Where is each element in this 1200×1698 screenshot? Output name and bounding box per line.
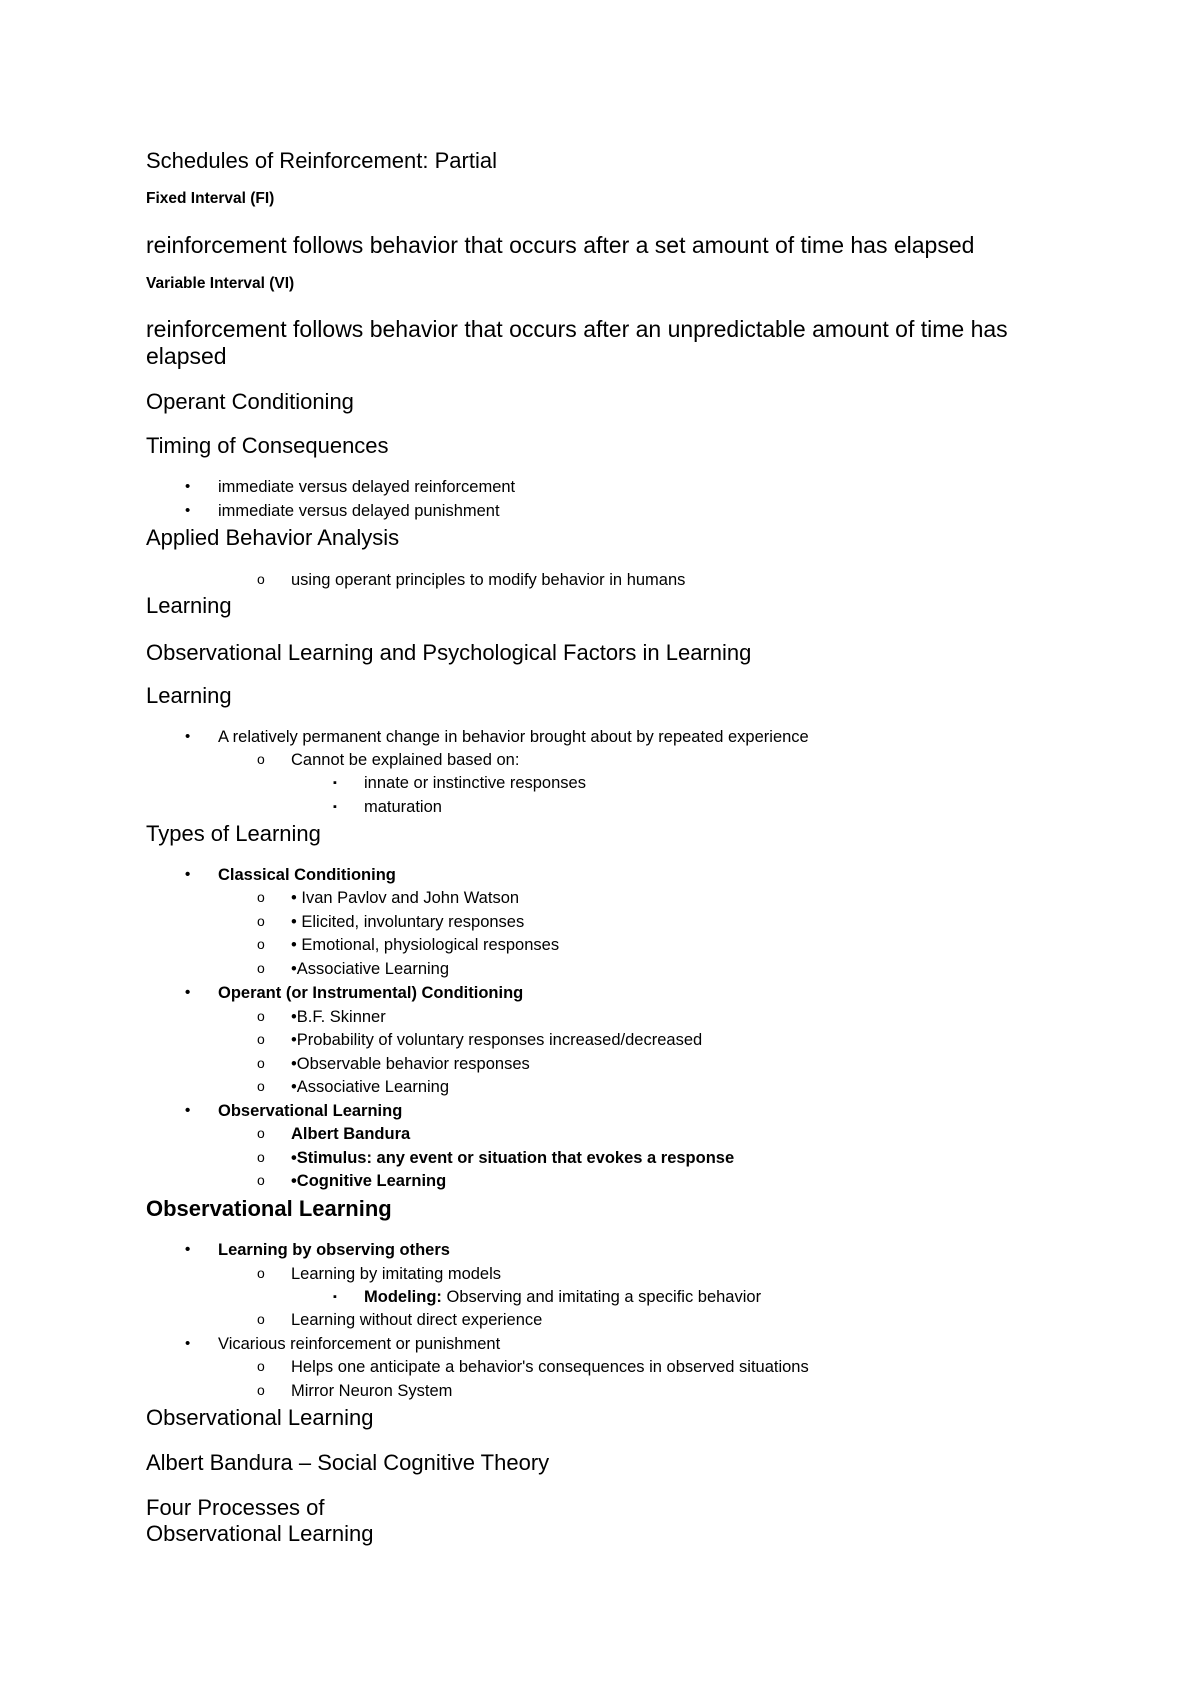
circle-marker: o <box>257 936 265 952</box>
list-item <box>257 1149 735 1168</box>
list-item <box>185 478 516 497</box>
four-processes-line2: Observational Learning <box>146 1521 374 1546</box>
circle-marker: o <box>257 1031 265 1047</box>
list-item <box>333 774 586 793</box>
list-item <box>185 1335 501 1354</box>
list-item-text: •Stimulus: any event or situation that evokes a response <box>291 1149 735 1167</box>
modeling-text: Observing and imitating a specific behavior <box>441 1288 762 1306</box>
circle-marker: o <box>257 1149 265 1165</box>
list-item-text: • Elicited, involuntary responses <box>291 913 525 931</box>
list-item <box>257 1358 809 1377</box>
circle-marker: o <box>257 1311 265 1327</box>
list-item-text: •Observable behavior responses <box>291 1055 530 1073</box>
list-item <box>257 1125 411 1144</box>
learning-definition-heading: Learning <box>146 683 232 708</box>
list-item <box>257 1031 703 1050</box>
bullet-marker: • <box>185 984 191 1001</box>
bullet-marker: • <box>185 1102 191 1119</box>
list-item <box>257 1055 530 1074</box>
learning-heading: Learning <box>146 593 232 618</box>
list-item-text: Learning by observing others <box>218 1241 450 1259</box>
modeling-label: Modeling: <box>364 1288 442 1306</box>
bullet-marker: • <box>185 728 191 745</box>
list-item-text: •Cognitive Learning <box>291 1172 447 1190</box>
list-item-text: Cannot be explained based on: <box>291 751 520 769</box>
circle-marker: o <box>257 751 265 767</box>
square-marker: ▪ <box>333 777 337 789</box>
list-item-text: Mirror Neuron System <box>291 1382 453 1400</box>
list-item-text: A relatively permanent change in behavior brought about by repeated experience <box>218 728 809 746</box>
list-item <box>257 1008 386 1027</box>
list-item <box>185 728 809 747</box>
observational-factors-heading: Observational Learning and Psychological Factors in Learning <box>146 640 752 665</box>
fixed-interval-text: reinforcement follows behavior that occurs after a set amount of time has elapsed <box>146 232 975 258</box>
list-item <box>185 984 524 1003</box>
list-item <box>257 936 560 955</box>
bullet-marker: • <box>185 1241 191 1258</box>
circle-marker: o <box>257 913 265 929</box>
list-item <box>333 1288 762 1307</box>
list-item-text: immediate versus delayed punishment <box>218 502 500 520</box>
types-of-learning-heading: Types of Learning <box>146 821 321 846</box>
list-item <box>257 1172 447 1191</box>
list-item-text: using operant principles to modify behavior in humans <box>291 571 686 589</box>
circle-marker: o <box>257 1125 265 1141</box>
bullet-marker: • <box>185 1335 191 1352</box>
list-item-text: •Probability of voluntary responses increased/decreased <box>291 1031 703 1049</box>
list-item <box>257 889 520 908</box>
list-item-text: Vicarious reinforcement or punishment <box>218 1335 501 1353</box>
circle-marker: o <box>257 571 265 587</box>
observational-learning-heading-2: Observational Learning <box>146 1405 374 1430</box>
timing-of-consequences-heading: Timing of Consequences <box>146 433 389 458</box>
list-item-text: Observational Learning <box>218 1102 403 1120</box>
list-item <box>257 1382 453 1401</box>
list-item-text: Operant (or Instrumental) Conditioning <box>218 984 524 1002</box>
list-item-text: •Associative Learning <box>291 960 450 978</box>
square-marker: ▪ <box>333 801 337 813</box>
circle-marker: o <box>257 1172 265 1188</box>
list-item-text: • Ivan Pavlov and John Watson <box>291 889 520 907</box>
list-item <box>257 1265 502 1284</box>
list-item <box>257 960 450 979</box>
list-item-text: Albert Bandura <box>291 1125 411 1143</box>
four-processes-line1: Four Processes of <box>146 1495 325 1520</box>
bullet-marker: • <box>185 866 191 883</box>
list-item <box>185 866 396 885</box>
circle-marker: o <box>257 1008 265 1024</box>
list-item-text: • Emotional, physiological responses <box>291 936 560 954</box>
bullet-marker: • <box>185 478 191 495</box>
list-item-text: maturation <box>364 798 442 816</box>
list-item <box>185 1102 403 1121</box>
list-item-text: Helps one anticipate a behavior's consequences in observed situations <box>291 1358 809 1376</box>
circle-marker: o <box>257 960 265 976</box>
circle-marker: o <box>257 1055 265 1071</box>
circle-marker: o <box>257 1078 265 1094</box>
list-item-text: Classical Conditioning <box>218 866 396 884</box>
circle-marker: o <box>257 1358 265 1374</box>
list-item-text: innate or instinctive responses <box>364 774 586 792</box>
variable-interval-label: Variable Interval (VI) <box>146 275 295 292</box>
list-item <box>257 751 520 770</box>
observational-learning-heading: Observational Learning <box>146 1196 392 1221</box>
variable-interval-text-line2: elapsed <box>146 343 227 369</box>
schedules-title: Schedules of Reinforcement: Partial <box>146 148 497 173</box>
list-item <box>257 571 686 590</box>
list-item-text: •B.F. Skinner <box>291 1008 386 1026</box>
social-cognitive-theory-heading: Albert Bandura – Social Cognitive Theory <box>146 1450 550 1475</box>
circle-marker: o <box>257 889 265 905</box>
list-item <box>257 1078 450 1097</box>
fixed-interval-label: Fixed Interval (FI) <box>146 190 275 207</box>
list-item-text: •Associative Learning <box>291 1078 450 1096</box>
list-item-text: Learning without direct experience <box>291 1311 543 1329</box>
bullet-marker: • <box>185 502 191 519</box>
list-item <box>333 798 442 817</box>
list-item <box>185 1241 450 1260</box>
operant-conditioning-heading: Operant Conditioning <box>146 389 354 414</box>
circle-marker: o <box>257 1265 265 1281</box>
variable-interval-text-line1: reinforcement follows behavior that occurs after an unpredictable amount of time has <box>146 316 1008 342</box>
list-item <box>257 913 525 932</box>
list-item-text: Learning by imitating models <box>291 1265 502 1283</box>
square-marker: ▪ <box>333 1291 337 1303</box>
circle-marker: o <box>257 1382 265 1398</box>
list-item <box>257 1311 543 1330</box>
list-item-text: immediate versus delayed reinforcement <box>218 478 516 496</box>
list-item <box>185 502 500 521</box>
applied-behavior-analysis-heading: Applied Behavior Analysis <box>146 525 400 550</box>
